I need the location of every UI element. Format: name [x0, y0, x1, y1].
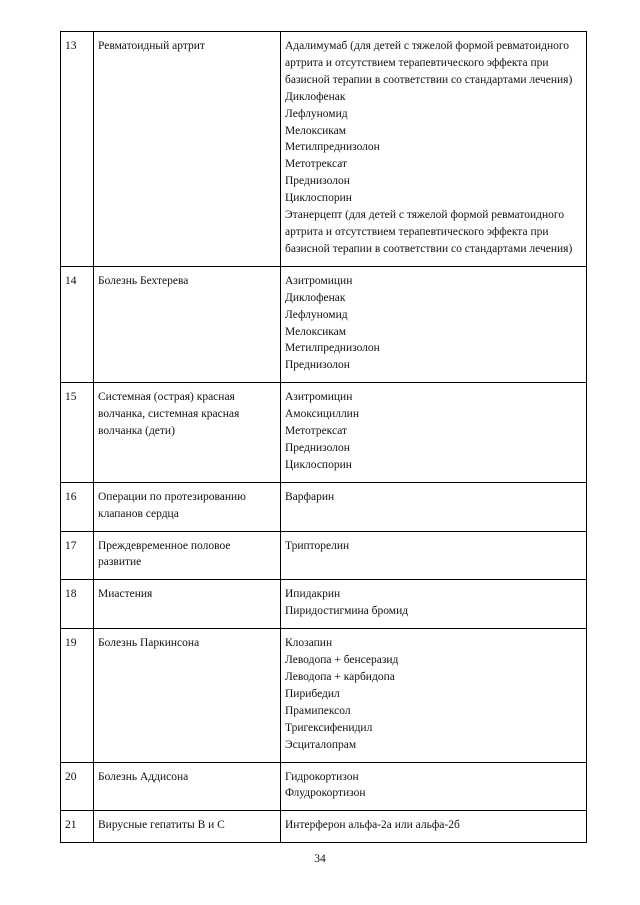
row-number: 18	[61, 580, 94, 629]
drug-item: Пиридостигмина бромид	[285, 605, 409, 618]
table-row	[61, 266, 587, 382]
drug-item: Метотрексат	[285, 158, 348, 171]
drug-list	[281, 383, 587, 483]
drug-item: Циклоспорин	[285, 458, 352, 471]
drug-list	[281, 580, 587, 629]
drug-item: Этанерцепт (для детей с тяжелой формой ревматоидного артрита и отсутствием терапевтического эффекта при базисной терапии в соответствии со стандартами лечения)	[285, 209, 573, 255]
drug-item: Леводопа + бенсеразид	[285, 654, 399, 667]
drug-item: Гидрокортизон	[285, 770, 359, 783]
disease-name: Ревматоидный артрит	[94, 32, 281, 267]
drug-item: Диклофенак	[285, 90, 346, 103]
drug-item: Прамипексол	[285, 704, 351, 717]
drug-item: Преднизолон	[285, 359, 350, 372]
table-row	[61, 629, 587, 762]
drug-item: Трипторелин	[285, 539, 350, 552]
drug-item: Клозапин	[285, 637, 333, 650]
row-number: 17	[61, 531, 94, 580]
disease-name: Миастения	[94, 580, 281, 629]
disease-name: Операции по протезированию клапанов сердца	[94, 482, 281, 531]
drug-list	[281, 762, 587, 811]
table-row	[61, 531, 587, 580]
disease-name: Вирусные гепатиты В и С	[94, 811, 281, 843]
table-row	[61, 580, 587, 629]
drug-item: Азитромицин	[285, 391, 353, 404]
row-number: 13	[61, 32, 94, 267]
drug-item: Мелоксикам	[285, 325, 347, 338]
drug-item: Интерферон альфа-2а или альфа-2б	[285, 819, 460, 832]
table-row	[61, 383, 587, 483]
row-number: 16	[61, 482, 94, 531]
table-row	[61, 32, 587, 267]
drug-item: Азитромицин	[285, 274, 353, 287]
drug-list	[281, 629, 587, 762]
drug-item: Леводопа + карбидопа	[285, 671, 395, 683]
drug-item: Адалимумаб (для детей с тяжелой формой ревматоидного артрита и отсутствием терапевтического эффекта при базисной терапии в соответствии со стандартами лечения)	[285, 40, 573, 86]
disease-name: Системная (острая) красная волчанка, системная красная волчанка (дети)	[94, 383, 281, 483]
table-body	[61, 32, 587, 843]
drug-item: Ипидакрин	[285, 588, 341, 601]
drug-item: Пирибедил	[285, 687, 340, 700]
drug-list	[281, 811, 587, 843]
drug-item: Тригексифенидил	[285, 721, 373, 734]
drug-item: Амоксициллин	[285, 408, 359, 421]
drug-list	[281, 482, 587, 531]
drug-list-table	[60, 31, 587, 843]
drug-item: Преднизолон	[285, 441, 350, 454]
row-number: 15	[61, 383, 94, 483]
drug-item: Флудрокортизон	[285, 787, 366, 800]
table-row	[61, 811, 587, 843]
drug-list	[281, 266, 587, 382]
row-number: 21	[61, 811, 94, 843]
drug-item: Лефлуномид	[285, 107, 348, 120]
drug-item: Лефлуномид	[285, 308, 348, 321]
drug-item: Эсциталопрам	[285, 738, 357, 751]
drug-item: Циклоспорин	[285, 192, 352, 205]
disease-name: Болезнь Бехтерева	[94, 266, 281, 382]
drug-item: Мелоксикам	[285, 124, 347, 137]
table-row	[61, 482, 587, 531]
drug-item: Метилпреднизолон	[285, 342, 380, 355]
page-number: 34	[314, 853, 326, 865]
drug-item: Варфарин	[285, 490, 335, 503]
disease-name: Преждевременное половое развитие	[94, 531, 281, 580]
disease-name: Болезнь Паркинсона	[94, 629, 281, 762]
drug-list	[281, 531, 587, 580]
table-row	[61, 762, 587, 811]
drug-item: Диклофенак	[285, 291, 346, 304]
drug-item: Метилпреднизолон	[285, 141, 380, 154]
row-number: 19	[61, 629, 94, 762]
drug-item: Преднизолон	[285, 175, 350, 188]
row-number: 14	[61, 266, 94, 382]
disease-name: Болезнь Аддисона	[94, 762, 281, 811]
row-number: 20	[61, 762, 94, 811]
drug-list	[281, 32, 587, 267]
drug-item: Метотрексат	[285, 425, 348, 438]
